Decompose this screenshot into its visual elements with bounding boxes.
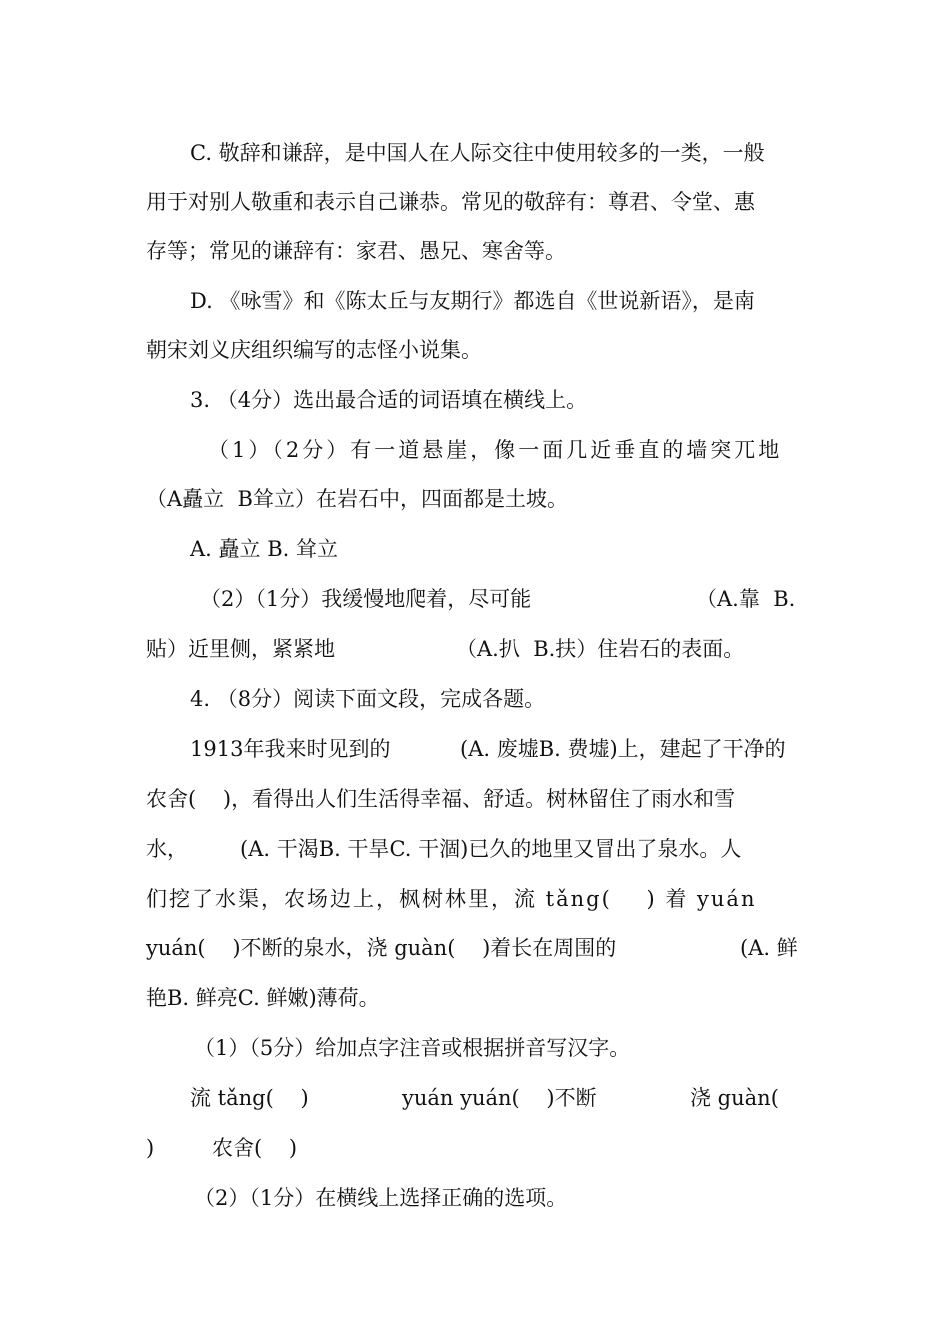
question-3-sub2-line-1b: （A.靠 B.	[696, 587, 796, 611]
question-4-sub1-blank-nongshe: 农舍( )	[212, 1136, 298, 1160]
question-4-heading: 4. （8分）阅读下面文段，完成各题。	[190, 687, 546, 711]
passage-line-2: 农舍( )，看得出人们生活得幸福、舒适。树林留住了雨水和雪	[146, 787, 736, 811]
passage-line-5a: yuán( )不断的泉水，浇 guàn( )着长在周围的	[146, 936, 617, 960]
passage-line-3a: 水，	[146, 837, 188, 861]
option-c-line-3: 存等；常见的谦辞有：家君、愚兄、寒舍等。	[146, 239, 566, 263]
question-4-sub1-blank-yuan: yuán yuán( )不断	[402, 1086, 597, 1110]
passage-line-4: 们挖了水渠，农场边上，枫树林里，流 tǎng( ) 着 yuán	[146, 887, 757, 911]
question-4-sub1-blank-guan: 浇 guàn(	[690, 1086, 779, 1110]
passage-line-3b: (A. 干渴B. 干旱C. 干涸)已久的地里又冒出了泉水。人	[240, 837, 742, 861]
passage-line-1a: 1913年我来时见到的	[190, 737, 391, 761]
question-4-sub1-blank-tang: 流 tǎng( )	[190, 1086, 309, 1110]
passage-line-6: 艳B. 鲜亮C. 鲜嫩)薄荷。	[146, 986, 380, 1010]
question-3-heading: 3. （4分）选出最合适的词语填在横线上。	[190, 388, 588, 412]
question-3-sub2-line-2a: 贴）近里侧，紧紧地	[146, 637, 335, 661]
question-4-sub1-blank-guan-close: )	[146, 1136, 155, 1160]
option-d-line-2: 朝宋刘义庆组织编写的志怪小说集。	[146, 338, 482, 362]
question-3-sub2-line-1a: （2）（1分）我缓慢地爬着，尽可能	[200, 587, 532, 611]
passage-line-5b: (A. 鲜	[740, 936, 798, 960]
question-3-sub1-line-1: （1）（2分）有一道悬崖，像一面几近垂直的墙突兀地	[208, 438, 783, 462]
question-3-sub1-options: A. 矗立 B. 耸立	[190, 537, 338, 561]
question-3-sub1-line-2: （A矗立 B耸立）在岩石中，四面都是土坡。	[146, 487, 568, 511]
question-4-sub2-heading: （2）（1分）在横线上选择正确的选项。	[194, 1186, 568, 1210]
option-d-line-1: D. 《咏雪》和《陈太丘与友期行》都选自《世说新语》，是南	[190, 289, 755, 313]
question-4-sub1-heading: （1）（5分）给加点字注音或根据拼音写汉字。	[194, 1036, 631, 1060]
passage-line-1b: (A. 废墟B. 费墟)上，建起了干净的	[460, 737, 786, 761]
option-c-line-2: 用于对别人敬重和表示自己谦恭。常见的敬辞有：尊君、令堂、惠	[146, 190, 755, 214]
question-3-sub2-line-2b: （A.扒 B.扶）住岩石的表面。	[456, 637, 745, 661]
option-c-line-1: C. 敬辞和谦辞，是中国人在人际交往中使用较多的一类，一般	[190, 141, 765, 165]
